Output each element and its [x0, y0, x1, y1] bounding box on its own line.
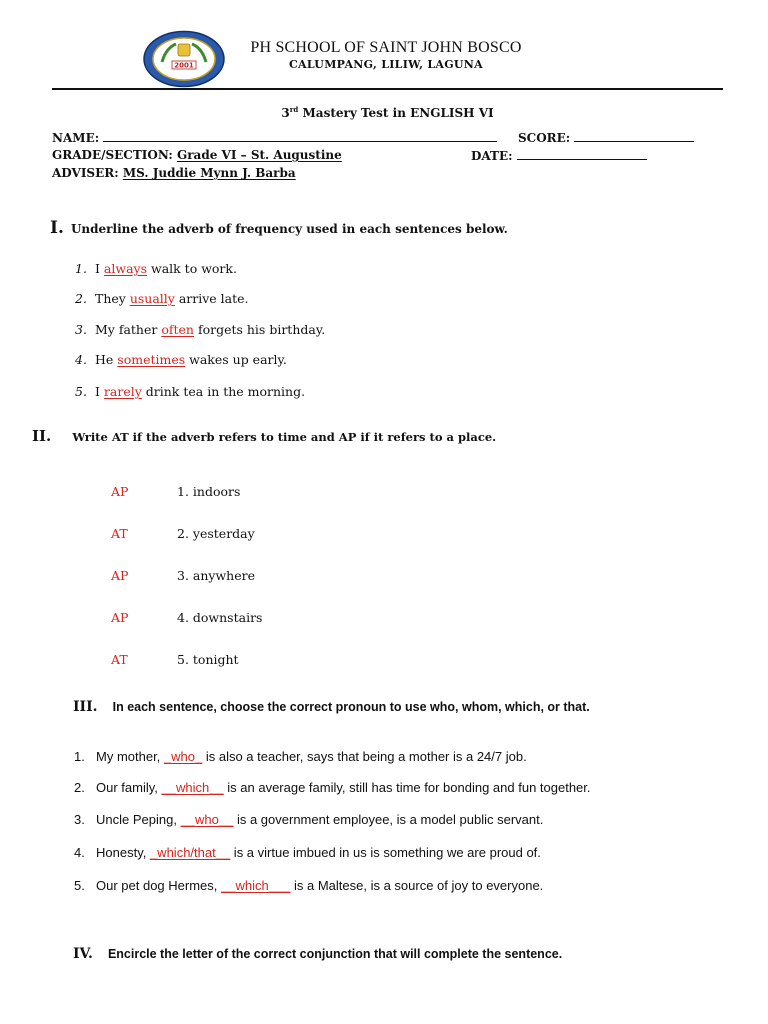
section-1-instruction: Underline the adverb of frequency used in each sentences below.: [70, 222, 508, 236]
pronoun-answer: _which/that__: [149, 845, 231, 860]
section-4-heading: [73, 943, 562, 962]
grade-label: GRADE/SECTION:: [52, 148, 173, 162]
section-2-item: [111, 484, 240, 499]
name-label: NAME:: [52, 131, 100, 145]
section-3-heading: [73, 696, 590, 715]
section-1-numeral: I.: [50, 218, 64, 238]
adverb-text: 3. anywhere: [177, 568, 255, 583]
section-1-item: 3. My father often forgets his birthday.: [75, 322, 326, 337]
section-2-item: [111, 610, 262, 625]
section-2-item: [111, 568, 255, 583]
logo-year: 2001: [174, 61, 194, 70]
adverb-text: 4. downstairs: [177, 610, 263, 625]
name-field: [52, 130, 497, 145]
section-1-item: 4. He sometimes wakes up early.: [75, 352, 287, 367]
adverb-answer: sometimes: [117, 352, 186, 367]
name-blank[interactable]: [103, 130, 497, 142]
school-name: PH SCHOOL OF SAINT JOHN BOSCO: [250, 39, 522, 56]
date-label: DATE:: [471, 149, 513, 163]
header-divider: [52, 88, 723, 90]
adverb-answer: usually: [129, 291, 175, 306]
section-2-numeral: II.: [32, 427, 52, 445]
section-3-item: 2. Our family, __which__ is an average family, still has time for bonding and fun together.: [74, 780, 591, 795]
answer-label: AP: [111, 610, 129, 625]
school-logo: [142, 30, 226, 88]
pronoun-answer: __who__: [180, 812, 234, 827]
grade-value: Grade VI – St. Augustine: [176, 148, 342, 162]
section-3-item: 5. Our pet dog Hermes, __which___ is a Maltese, is a source of joy to everyone.: [74, 878, 544, 893]
section-1-heading: [50, 218, 508, 238]
test-ordinal: 3: [281, 106, 290, 120]
adverb-text: 5. tonight: [177, 652, 239, 667]
section-4-numeral: IV.: [73, 946, 93, 962]
section-1-item: 2. They usually arrive late.: [75, 291, 249, 306]
adviser-field: [52, 166, 296, 180]
school-address: CALUMPANG, LILIW, LAGUNA: [288, 58, 484, 71]
section-2-item: [111, 652, 239, 667]
section-3-numeral: III.: [73, 699, 98, 715]
answer-label: AP: [111, 568, 129, 583]
pronoun-answer: __which__: [161, 780, 224, 795]
test-title: [52, 105, 723, 120]
adverb-answer: rarely: [103, 384, 142, 399]
test-title-text: Mastery Test in ENGLISH VI: [302, 106, 494, 120]
section-3-item: 4. Honesty, _which/that__ is a virtue imbued in us is something we are proud of.: [74, 845, 541, 860]
section-2-instruction: Write AT if the adverb refers to time and AP if it refers to a place.: [72, 430, 497, 444]
section-3-instruction: In each sentence, choose the correct pronoun to use who, whom, which, or that.: [112, 700, 590, 714]
adverb-text: 2. yesterday: [177, 526, 255, 541]
section-1-item: 5. I rarely drink tea in the morning.: [75, 384, 306, 399]
pronoun-answer: __which___: [221, 878, 291, 893]
grade-field: [52, 148, 342, 162]
section-4-instruction: Encircle the letter of the correct conjunction that will complete the sentence.: [107, 947, 563, 961]
score-field: [518, 130, 694, 145]
section-3-item: 1. My mother, _who_ is also a teacher, says that being a mother is a 24/7 job.: [74, 749, 527, 764]
date-blank[interactable]: [517, 148, 647, 160]
section-2-item: [111, 526, 255, 541]
date-field: [471, 148, 647, 163]
score-label: SCORE:: [518, 131, 571, 145]
section-3-item: 3. Uncle Peping, __who__ is a government employee, is a model public servant.: [74, 812, 544, 827]
section-2-heading: [32, 426, 496, 445]
score-blank[interactable]: [574, 130, 694, 142]
pronoun-answer: _who_: [163, 749, 203, 764]
adverb-text: 1. indoors: [177, 484, 241, 499]
adverb-answer: always: [103, 261, 148, 276]
answer-label: AT: [111, 652, 128, 667]
adviser-label: ADVISER:: [52, 166, 119, 180]
answer-label: AT: [111, 526, 128, 541]
test-ordinal-suffix: rd: [289, 105, 299, 114]
answer-label: AP: [111, 484, 129, 499]
section-1-item: 1. I always walk to work.: [75, 261, 237, 276]
adviser-value: MS. Juddie Mynn J. Barba: [122, 166, 296, 180]
adverb-answer: often: [161, 322, 194, 337]
